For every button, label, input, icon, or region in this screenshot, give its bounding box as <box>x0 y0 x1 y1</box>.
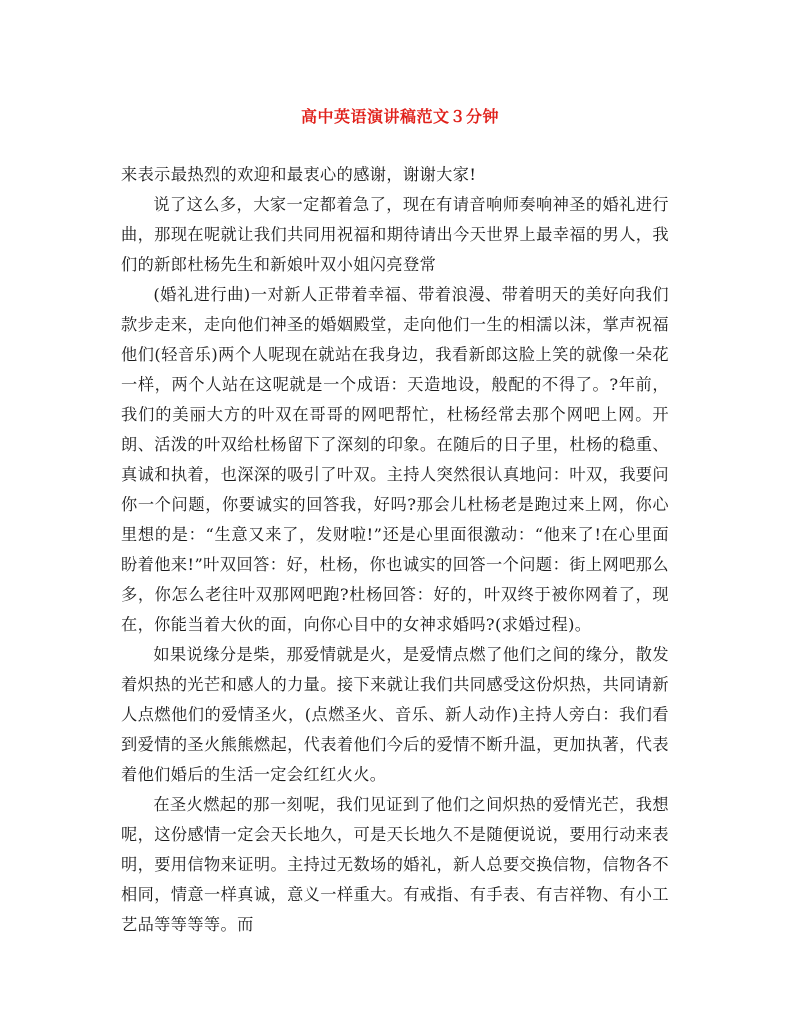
paragraph: 在圣火燃起的那一刻呢，我们见证到了他们之间炽热的爱情光芒，我想呢，这份感情一定会天长地久，可是天长地久不是随便说说，要用行动来表明，要用信物来证明。主持过无数场的婚礼，新人总要交换信物，信物各不相同，情意一样真诚，意义一样重大。有戒指、有手表、有吉祥物、有小工艺品等等等等。而 <box>121 795 669 934</box>
document-body <box>121 160 669 940</box>
document-title: 高中英语演讲稿范文３分钟 <box>300 107 499 126</box>
paragraph: 来表示最热烈的欢迎和最衷心的感谢，谢谢大家! <box>121 165 477 184</box>
paragraph: 如果说缘分是柴，那爱情就是火，是爱情点燃了他们之间的缘分，散发着炽热的光芒和感人的力量。接下来就让我们共同感受这份炽热，共同请新人点燃他们的爱情圣火，(点燃圣火、音乐、新人动作)主持人旁白：我们看到爱情的圣火熊熊燃起，代表着他们今后的爱情不断升温，更加执著，代表着他们婚后的生活一定会红红火火。 <box>121 645 669 784</box>
paragraph: (婚礼进行曲)一对新人正带着幸福、带着浪漫、带着明天的美好向我们款步走来，走向他们神圣的婚姻殿堂，走向他们一生的相濡以沫，掌声祝福他们(轻音乐)两个人呢现在就站在我身边，我看新郎这脸上笑的就像一朵花一样，两个人站在这呢就是一个成语：天造地设，般配的不得了。?年前，我们的美丽大方的叶双在哥哥的网吧帮忙，杜杨经常去那个网吧上网。开朗、活泼的叶双给杜杨留下了深刻的印象。在随后的日子里，杜杨的稳重、真诚和执着，也深深的吸引了叶双。主持人突然很认真地问：叶双，我要问你一个问题，你要诚实的回答我，好吗?那会儿杜杨老是跑过来上网，你心里想的是：“生意又来了，发财啦!”还是心里面很激动：“他来了!在心里面盼着他来!”叶双回答：好，杜杨，你也诚实的回答一个问题：街上网吧那么多，你怎么老往叶双那网吧跑?杜杨回答：好的，叶双终于被你网着了，现在，你能当着大伙的面，向你心目中的女神求婚吗?(求婚过程)。 <box>121 285 669 634</box>
paragraph: 说了这么多，大家一定都着急了，现在有请音响师奏响神圣的婚礼进行曲，那现在呢就让我们共同用祝福和期待请出今天世界上最幸福的男人，我们的新郎杜杨先生和新娘叶双小姐闪亮登常 <box>121 195 669 274</box>
